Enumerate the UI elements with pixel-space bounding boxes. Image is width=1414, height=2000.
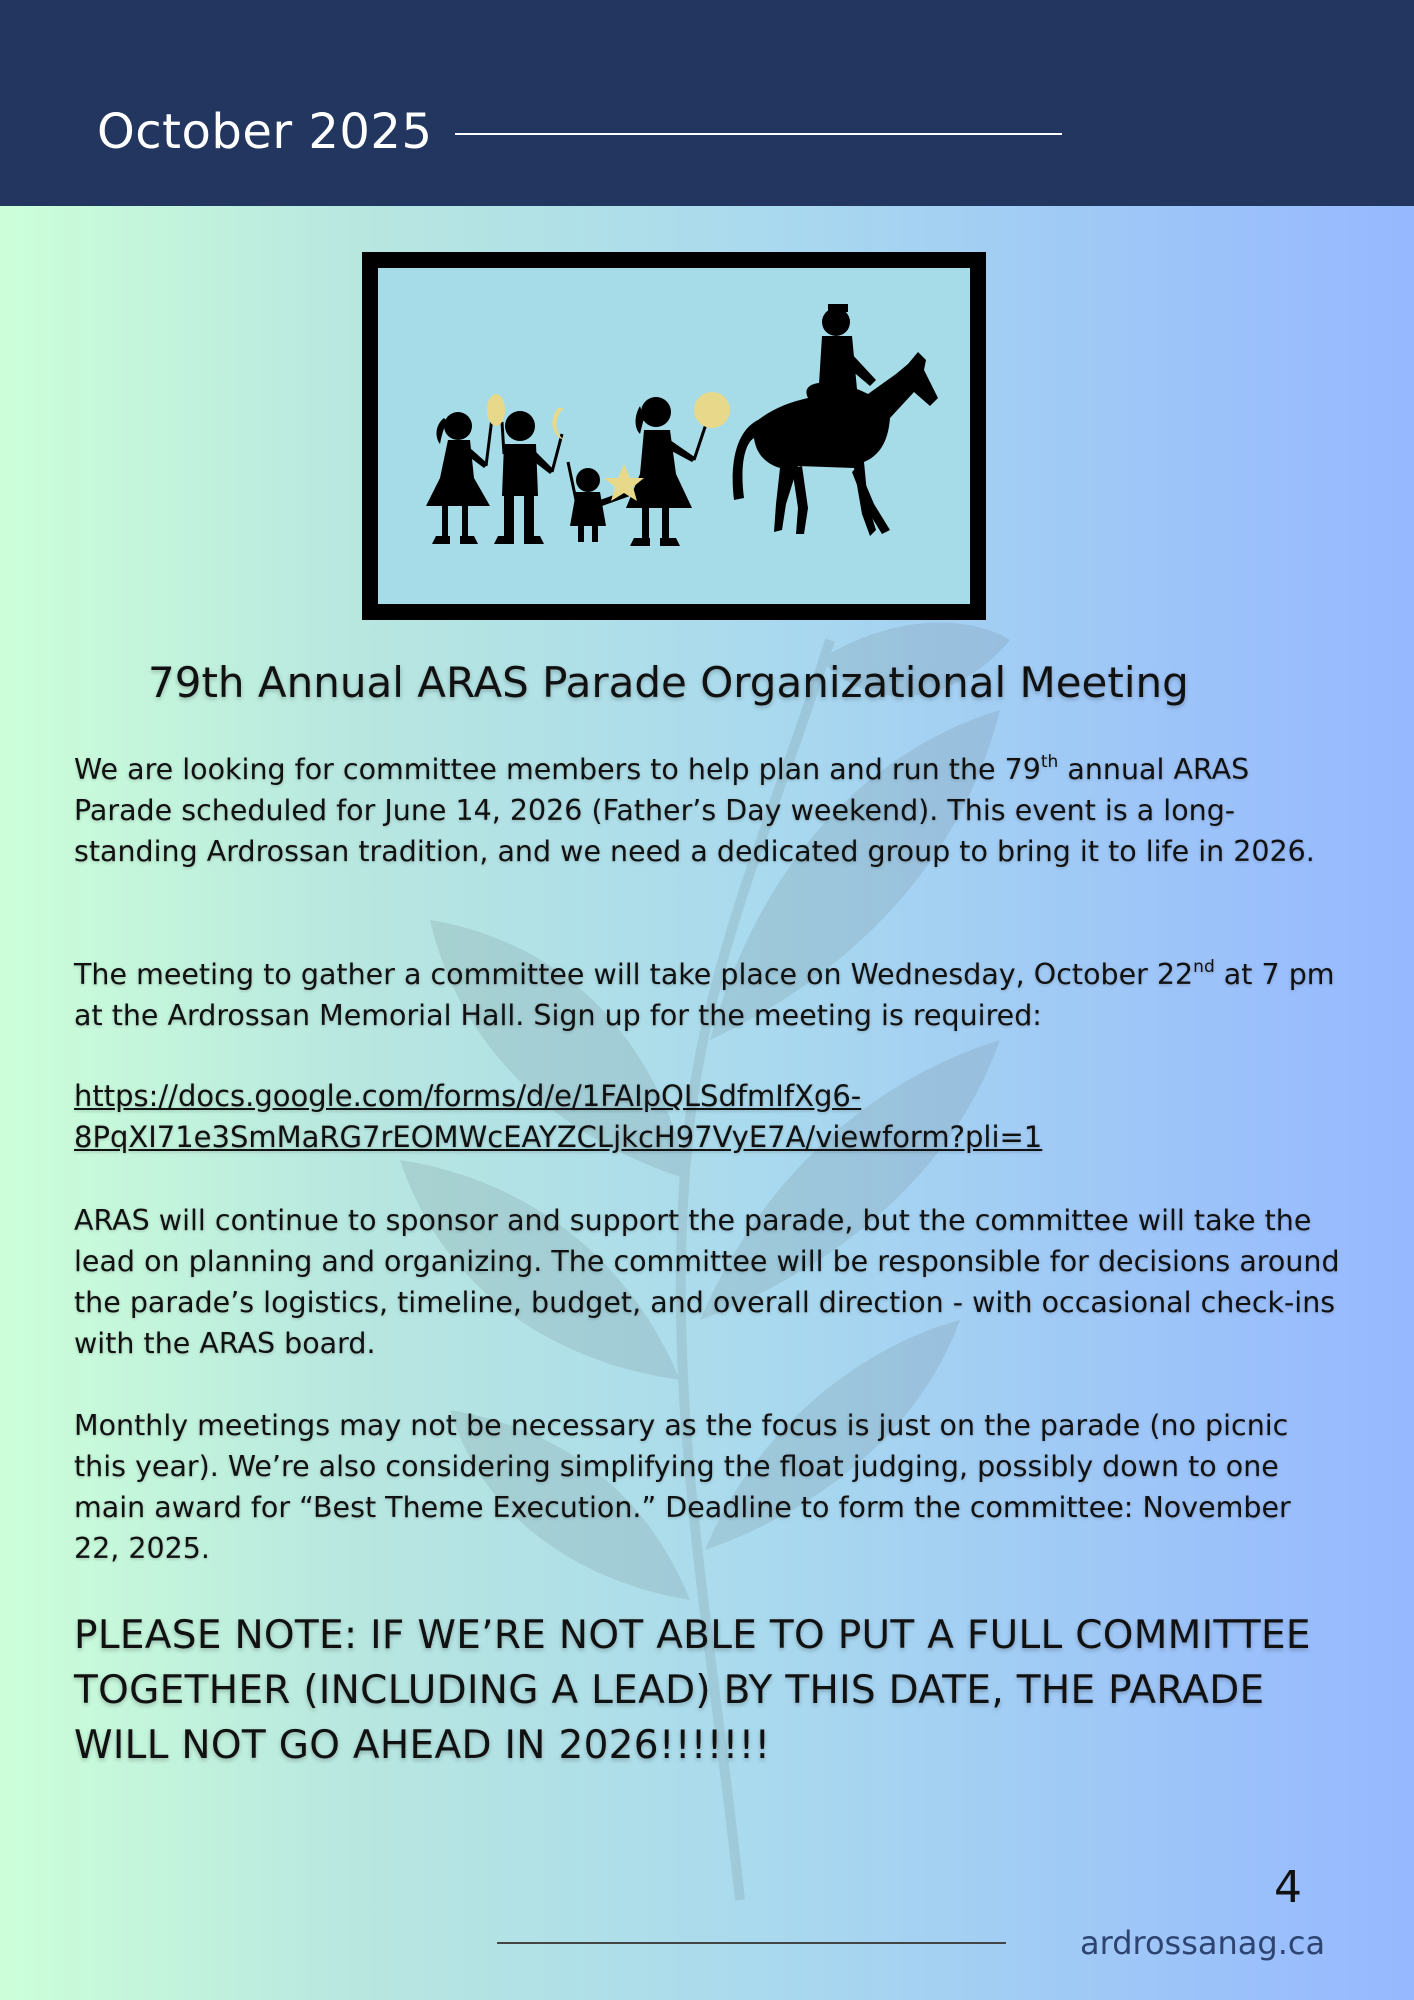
intro-ordinal-suffix: th [1040, 752, 1059, 772]
issue-date: October 2025 [97, 104, 433, 160]
signup-link-line-1[interactable]: https://docs.google.com/forms/d/e/1FAIpQLSdfmIfXg6- [74, 1079, 862, 1113]
please-note-warning [74, 1608, 1364, 1773]
header-divider [455, 133, 1062, 135]
article-title: 79th Annual ARAS Parade Organizational Meeting [148, 658, 1189, 707]
paragraph-meeting [74, 954, 1344, 1036]
meeting-text-start: The meeting to gather a committee will take place on Wednesday, October 22 [74, 958, 1194, 991]
paragraph-committee-role: ARAS will continue to sponsor and support the parade, but the committee will take the lead on planning and organizing. The committee will be responsible for decisions around the parade’s logistics, timeline, budget, and overall direction - with occasional check-ins with the ARAS board. [74, 1204, 1340, 1360]
signup-link-line-2[interactable]: 8PqXI71e3SmMaRG7rEOMWcEAYZCLjkcH97VyE7A/viewform?pli=1 [74, 1120, 1043, 1154]
parade-illustration [362, 252, 986, 620]
paragraph-meetings: Monthly meetings may not be necessary as the focus is just on the parade (no picnic this year). We’re also considering simplifying the float judging, possibly down to one main award for “Best Theme Execution.” Deadline to form the committee: November 22, 2025. [74, 1409, 1291, 1565]
note-line-1: PLEASE NOTE: IF WE’RE NOT ABLE TO PUT A FULL COMMITTEE [74, 1613, 1311, 1658]
signup-link[interactable] [74, 1076, 1334, 1158]
intro-text-end: annual ARAS Parade scheduled for June 14, 2026 (Father’s Day weekend). This event is a long-standing Ardrossan tradition, and we need a dedicated group to bring it to life in 2026. [74, 753, 1315, 868]
meeting-text-end: at 7 pm at the Ardrossan Memorial Hall. Sign up for the meeting is required: [74, 958, 1335, 1032]
intro-text-start: We are looking for committee members to help plan and run the 79 [74, 753, 1041, 786]
website-link[interactable]: ardrossanag.ca [1080, 1924, 1326, 1962]
parade-silhouette-icon [378, 268, 970, 604]
page-number: 4 [1274, 1862, 1302, 1913]
note-line-2: TOGETHER (INCLUDING A LEAD) BY THIS DATE, THE PARADE [74, 1668, 1265, 1713]
meeting-ordinal-suffix: nd [1193, 957, 1215, 977]
footer-divider [497, 1942, 1006, 1944]
paragraph-intro [74, 749, 1344, 872]
note-line-3: WILL NOT GO AHEAD IN 2026!!!!!!! [74, 1723, 771, 1768]
page-header [0, 0, 1414, 206]
illustration-panel [378, 268, 970, 604]
